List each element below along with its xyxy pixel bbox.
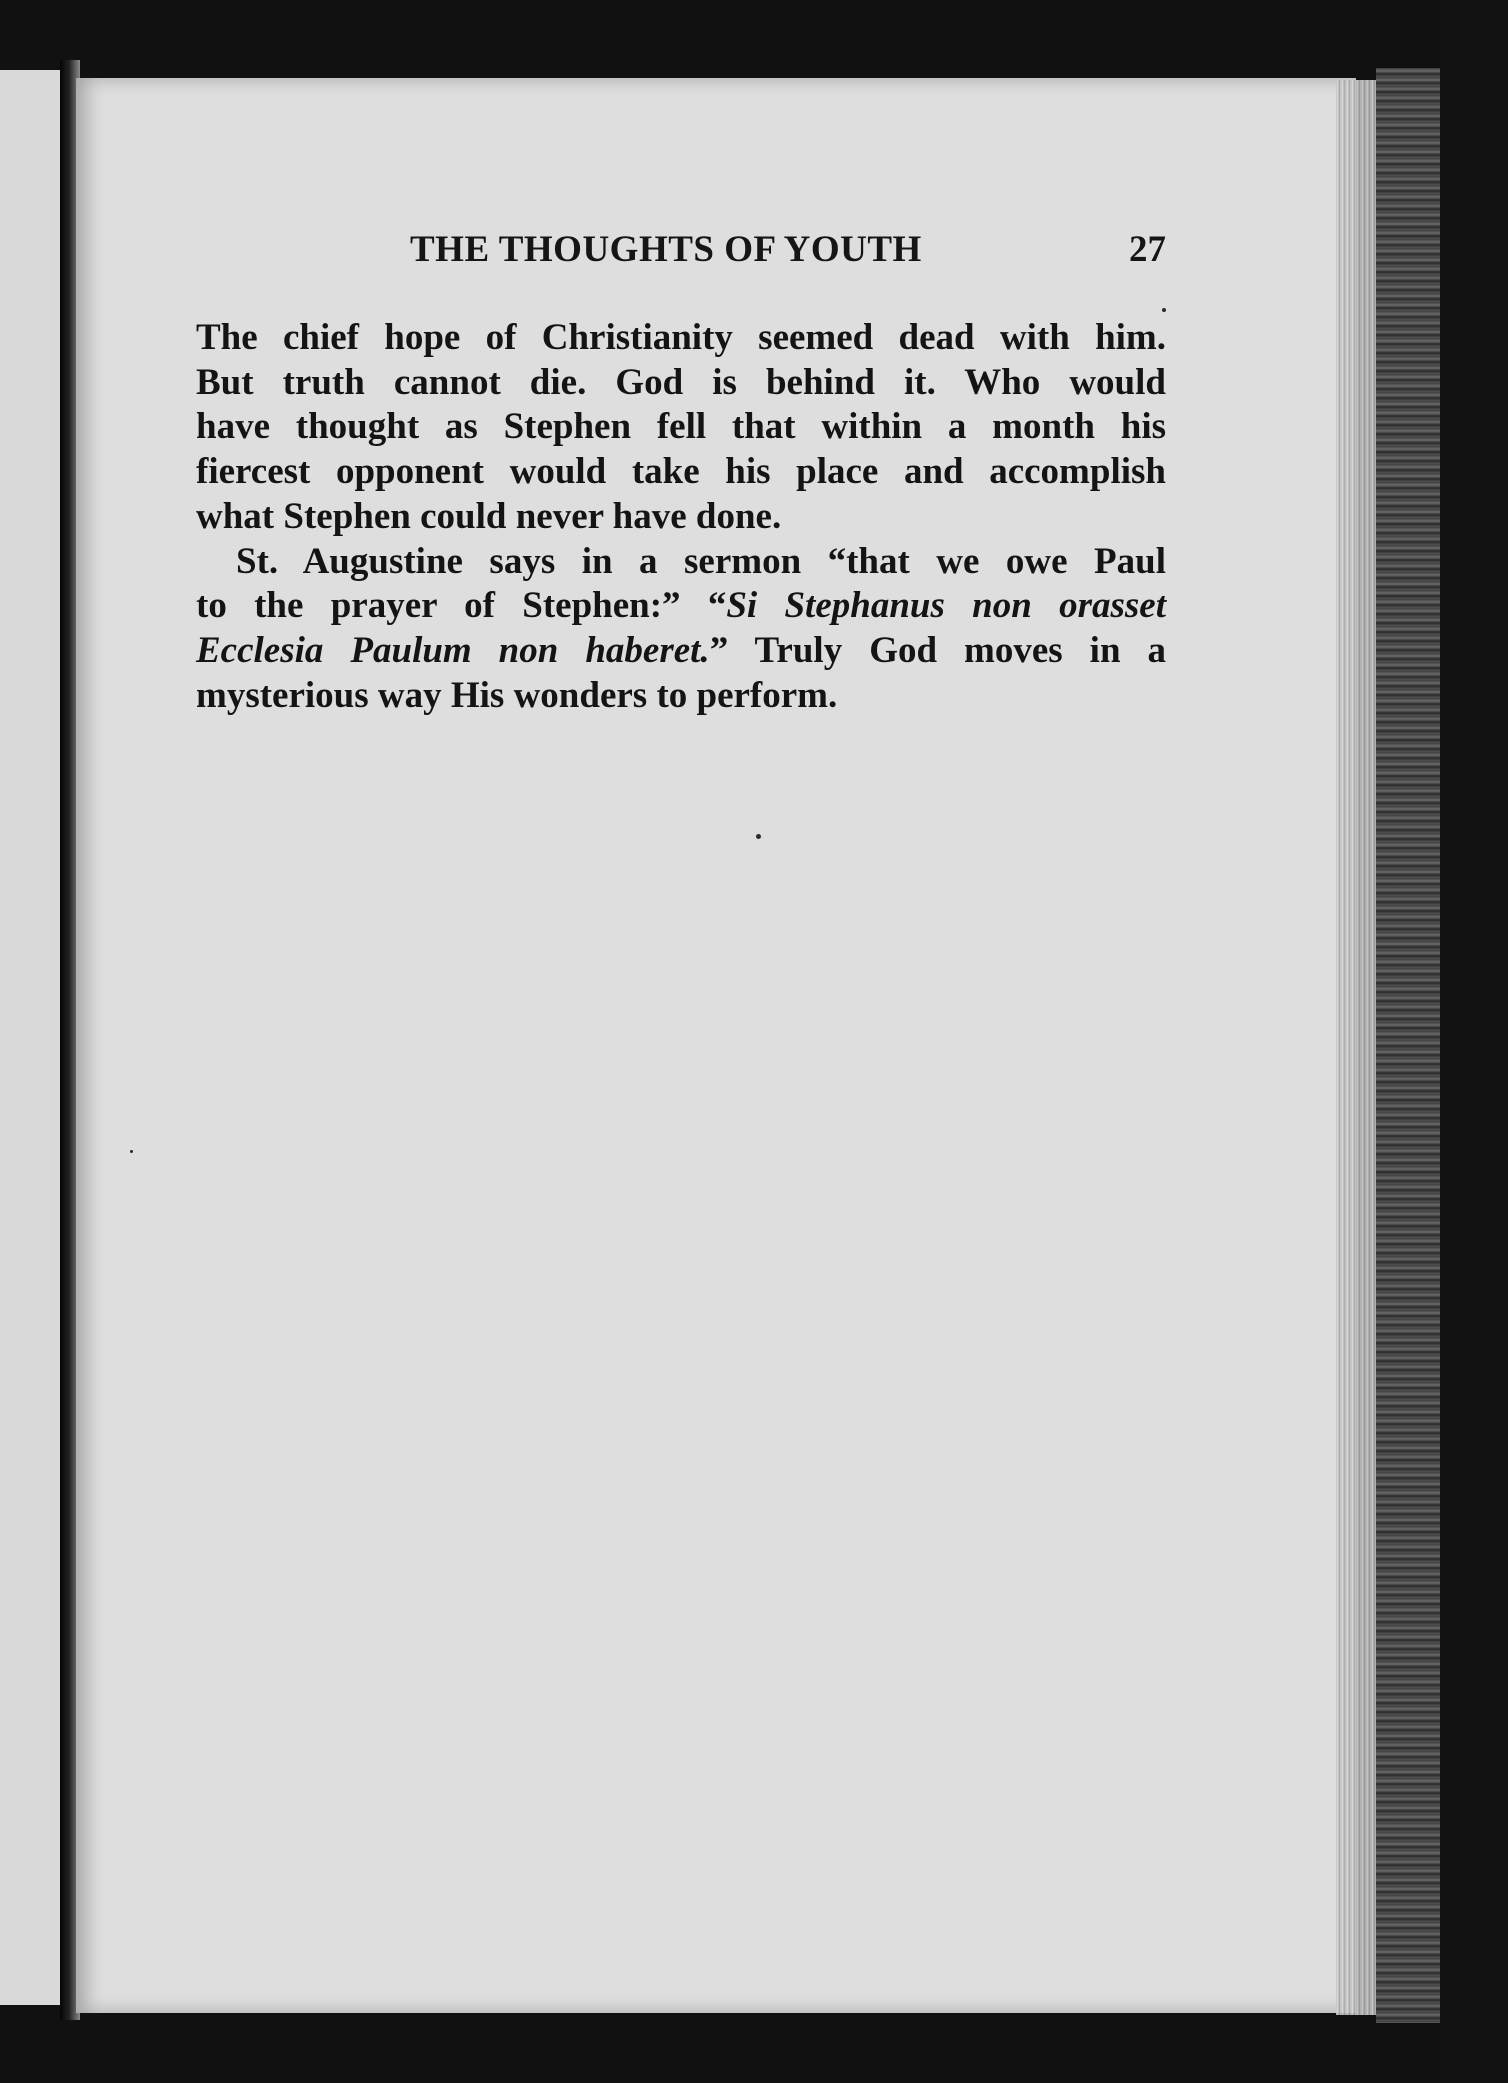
paragraph-1 <box>196 316 1166 540</box>
latin-quote-segment: Si Stephanus non orasset <box>726 585 1166 627</box>
facing-page-edge <box>0 70 62 2005</box>
text-line: But truth cannot die. God is behind it. Who would <box>196 361 1166 403</box>
text-line <box>196 584 1166 629</box>
page-number: 27 <box>1129 229 1166 270</box>
text-line: fiercest opponent would take his place and accomplish <box>196 451 1166 493</box>
latin-quote-segment: Ecclesia Paulum non haberet. <box>196 629 710 671</box>
text-line: The chief hope of Christianity seemed dead with him. <box>196 317 1166 358</box>
text-line: what Stephen could never have done. <box>196 495 782 537</box>
running-head <box>196 228 1166 278</box>
page-block-edges <box>1336 80 1376 2015</box>
paragraph-2 <box>196 540 1166 719</box>
text-segment: to the prayer of Stephen:” “ <box>196 585 727 627</box>
text-line <box>196 674 1166 719</box>
text-line <box>196 629 1166 674</box>
dust-speck <box>756 834 761 839</box>
text-segment: St. Augustine says in a sermon “that we owe Paul <box>236 540 1166 582</box>
text-segment: mysterious way His wonders to perform. <box>196 674 838 716</box>
text-line: have thought as Stephen fell that within a month his <box>196 406 1166 448</box>
body-text <box>196 316 1166 718</box>
book-cover-edge <box>1376 68 1446 2023</box>
running-head-title: THE THOUGHTS OF YOUTH <box>410 229 922 270</box>
text-line <box>196 540 1166 585</box>
dust-speck <box>130 1150 133 1153</box>
scan-background-edge <box>1440 0 1508 2083</box>
dust-speck <box>1162 308 1166 312</box>
text-segment: ” Truly God moves in a <box>709 629 1167 671</box>
